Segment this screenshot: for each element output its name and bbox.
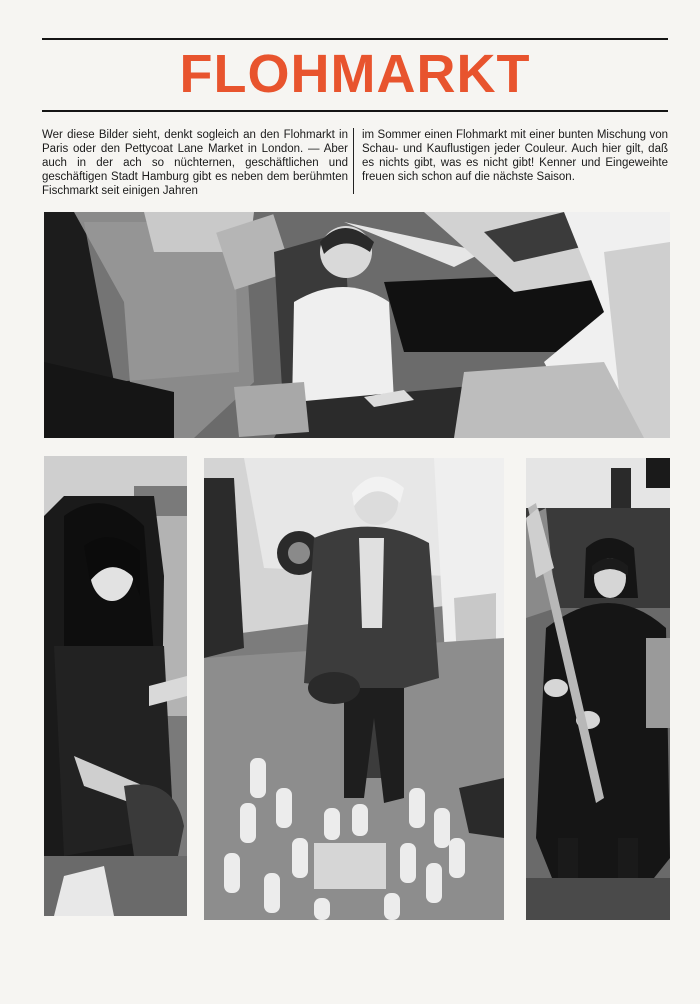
- intro-text-left: Wer diese Bilder sieht, denkt sogleich an den Flohmarkt in Paris oder den Pettycoat Lane Market in London. — Aber auch in der ach so nüchternen, geschäftlichen und geschäftigen Stadt Hamburg gibt es neben dem berühmten Fischmarkt seit einigen Jahren: [42, 129, 348, 197]
- title-underline-rule: [42, 110, 668, 112]
- intro-text-right: im Sommer einen Flohmarkt mit einer bunten Mischung von Schau- und Kauflustigen jeder Couleur. Auch hier gilt, daß es nichts gibt, was es nicht gibt! Kenner und Eingeweihte freuen sich schon auf die nächste Saison.: [362, 129, 668, 183]
- top-rule: [42, 38, 668, 40]
- page-title: FLOHMARKT: [179, 44, 531, 104]
- photo-woman-market: [44, 456, 187, 916]
- photo-market-crowd: [44, 212, 670, 438]
- column-divider: [353, 128, 354, 194]
- photo-old-woman: [526, 458, 670, 920]
- photo-shoe-seller: [204, 458, 504, 920]
